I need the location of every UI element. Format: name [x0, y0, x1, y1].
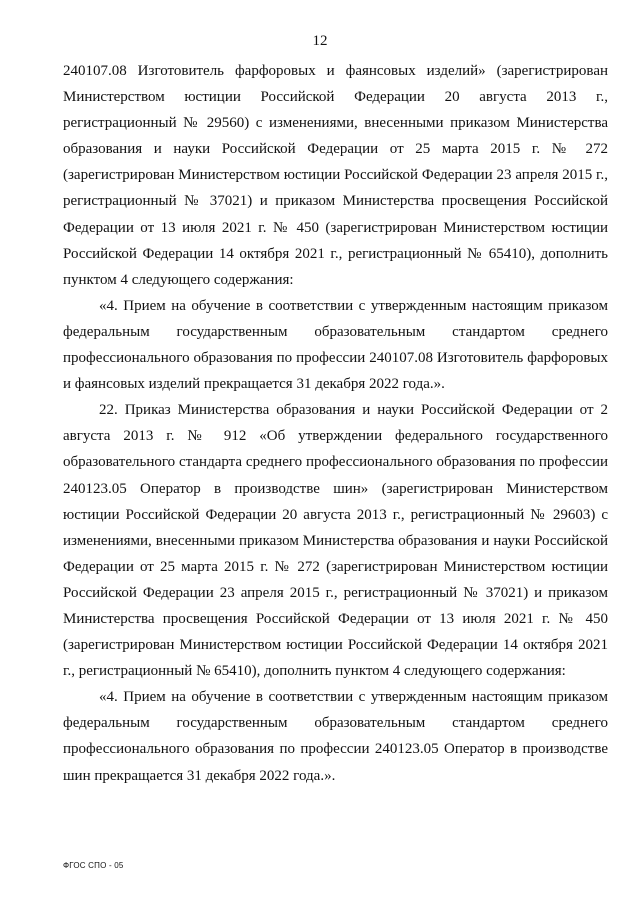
document-body — [63, 58, 608, 789]
footer-code: ФГОС СПО - 05 — [63, 861, 124, 870]
paragraph-continuation: 240107.08 Изготовитель фарфоровых и фаянсовых изделий» (зарегистрирован Министерством юстиции Российской Федерации 20 августа 2013 г., регистрационный № 29560) с изменениями, внесенными приказом Министерства образования и науки Российской Федерации от 25 марта 2015 г. № 272 (зарегистрирован Министерством юстиции Российской Федерации 23 апреля 2015 г., регистрационный № 37021) и приказом Министерства просвещения Российской Федерации от 13 июля 2021 г. № 450 (зарегистрирован Министерством юстиции Российской Федерации 14 октября 2021 г., регистрационный № 65410), дополнить пунктом 4 следующего содержания: — [63, 63, 608, 288]
page-number: 12 — [312, 33, 328, 49]
paragraph-quote-2: «4. Прием на обучение в соответствии с утвержденным настоящим приказом федеральным государственным образовательным стандартом среднего профессионального образования по профессии 240123.05 Оператор в производстве шин прекращается 31 декабря 2022 года.». — [63, 689, 608, 784]
paragraph-quote-1: «4. Прием на обучение в соответствии с утвержденным настоящим приказом федеральным государственным образовательным стандартом среднего профессионального образования по профессии 240107.08 Изготовитель фарфоровых и фаянсовых изделий прекращается 31 декабря 2022 года.». — [63, 297, 608, 393]
paragraph-item-22: 22. Приказ Министерства образования и науки Российской Федерации от 2 августа 2013 г. № 912 «Об утверждении федерального государственного образовательного стандарта среднего профессионального образования по профессии 240123.05 Оператор в производстве шин» (зарегистрирован Министерством юстиции Российской Федерации 20 августа 2013 г., регистрационный № 29603) с изменениями, внесенными приказом Министерства образования и науки Российской Федерации от 25 марта 2015 г. № 272 (зарегистрирован Министерством юстиции Российской Федерации 23 апреля 2015 г., регистрационный № 37021) и приказом Министерства просвещения Российской Федерации от 13 июля 2021 г. № 450 (зарегистрирован Министерством юстиции Российской Федерации 14 октября 2021 г., регистрационный № 65410), дополнить пунктом 4 следующего содержания: — [63, 402, 608, 680]
